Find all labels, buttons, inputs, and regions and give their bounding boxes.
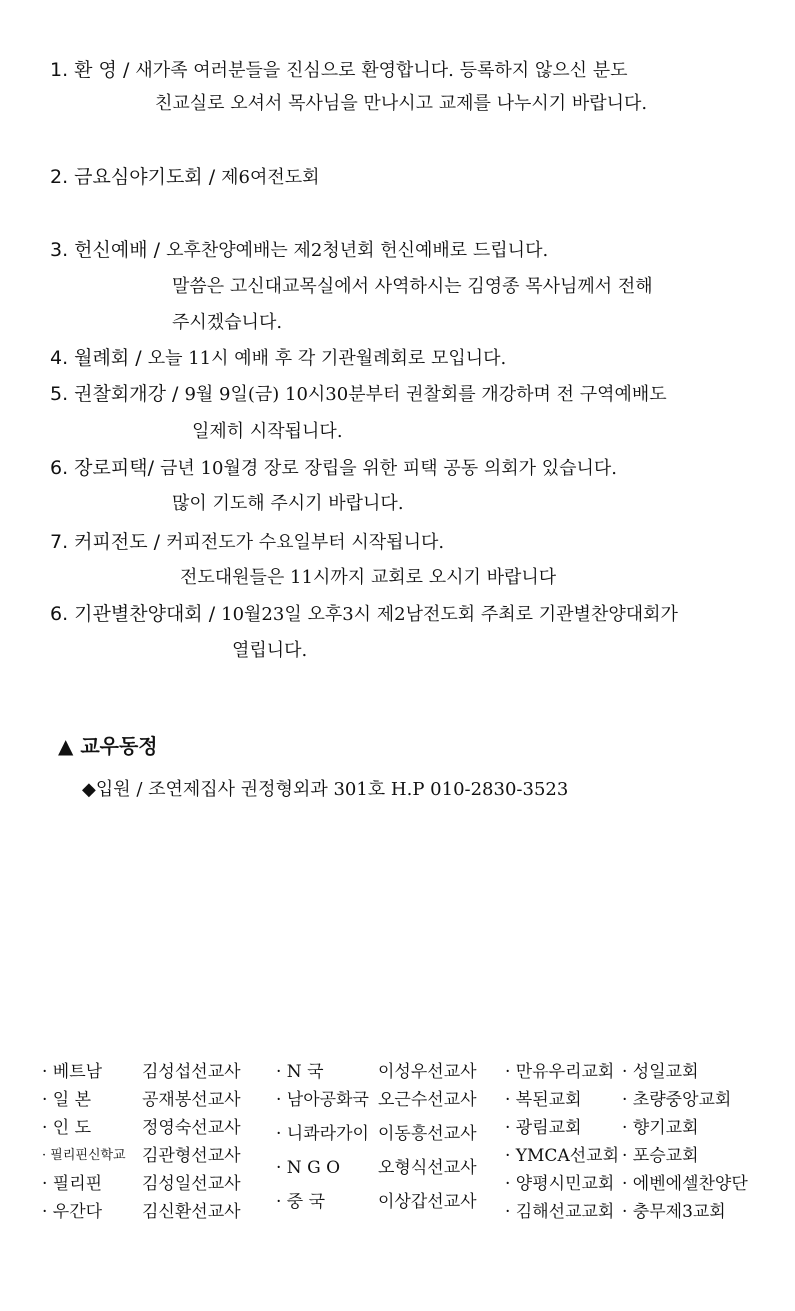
country-label: · 중 국 [276,1192,326,1212]
church-name: · 포승교회 [622,1146,699,1166]
church-column-b [622,1060,748,1228]
announcement-8-line-2: 열립니다. [232,640,308,661]
announcement-8: 6. 기관별찬양대회 / 10월23일 오후3시 제2남전도회 주최로 기관별찬양대회가 [50,603,678,625]
missionary-column-2 [378,1060,477,1218]
missionary-name: 김성일선교사 [142,1174,241,1194]
missionary-name: 오근수선교사 [378,1090,477,1110]
announcement-5: 5. 권찰회개강 / 9월 9일(금) 10시30분부터 권찰회를 개강하며 전 구역예배도 [50,383,667,405]
announcement-text: 10월23일 오후3시 제2남전도회 주최로 기관별찬양대회가 [221,604,678,625]
country-column [42,1060,126,1228]
church-name: · 향기교회 [622,1118,699,1138]
announcement-4: 4. 월례회 / 오늘 11시 예배 후 각 기관월례회로 모입니다. [50,347,507,369]
announcement-text: 오늘 11시 예배 후 각 기관월례회로 모입니다. [147,348,507,369]
country-label: · 남아공화국 [276,1090,369,1110]
country-label: · 인 도 [42,1118,92,1138]
announcement-3-line-3: 주시겠습니다. [172,312,283,333]
missionary-name: 이성우선교사 [378,1062,477,1082]
announcement-7-line-2: 전도대원들은 11시까지 교회로 오시기 바랍니다 [180,567,557,588]
announcement-title: 6. 기관별찬양대회 [50,603,203,625]
church-name: · YMCA선교회 [505,1146,619,1166]
country-label: · N G O [276,1158,341,1178]
announcement-text: 커피전도가 수요일부터 시작됩니다. [166,532,445,553]
country-label: · 우간다 [42,1202,103,1222]
announcement-2: 2. 금요심야기도회 / 제6여전도회 [50,166,320,188]
church-name: · 광림교회 [505,1118,582,1138]
country-label: · 필리핀 [42,1174,103,1194]
church-name: · 초량중앙교회 [622,1090,732,1110]
announcement-text: 9월 9일(금) 10시30분부터 권찰회를 개강하며 전 구역예배도 [184,384,667,405]
announcement-6-line-2: 많이 기도해 주시기 바랍니다. [172,493,404,514]
missionary-name: 이동흥선교사 [378,1124,477,1144]
announcement-1: 1. 환 영 / 새가족 여러분들을 진심으로 환영합니다. 등록하지 않으신 분도 [50,59,628,81]
announcement-title: 5. 권찰회개강 [50,383,166,405]
news-heading: ▲ 교우동정 [58,734,158,758]
announcement-title: 6. 장로피택 [50,457,148,479]
news-item: ◆입원 / 조연제집사 권정형외과 301호 H.P 010-2830-3523 [82,779,569,800]
church-name: · 김해선교교회 [505,1202,615,1222]
country-label: · 베트남 [42,1062,103,1082]
missionary-name: 김신환선교사 [142,1202,241,1222]
missionary-name: 오형식선교사 [378,1158,477,1178]
missionary-name: 정영숙선교사 [142,1118,241,1138]
announcement-title: 7. 커피전도 [50,531,148,553]
announcement-text: 제6여전도회 [221,167,320,188]
missionary-name: 김성섭선교사 [142,1062,241,1082]
church-name: · 양평시민교회 [505,1174,615,1194]
announcement-3-line-2: 말씀은 고신대교목실에서 사역하시는 김영종 목사님께서 전해 [172,276,653,297]
church-name: · 충무제3교회 [622,1202,726,1222]
announcement-title: 1. 환 영 [50,59,117,81]
missionary-name: 공재봉선교사 [142,1090,241,1110]
church-name: · 만유우리교회 [505,1062,615,1082]
missionary-name: 이상갑선교사 [378,1192,477,1212]
country-label: · 일 본 [42,1090,92,1110]
church-column-a [505,1060,619,1228]
church-name: · 성일교회 [622,1062,699,1082]
announcement-text: 금년 10월경 장로 장립을 위한 피택 공동 의회가 있습니다. [160,458,617,479]
country-label: · N 국 [276,1062,324,1082]
announcement-text: 오후찬양예배는 제2청년회 헌신예배로 드립니다. [166,240,549,261]
church-name: · 복된교회 [505,1090,582,1110]
announcement-title: 4. 월례회 [50,347,130,369]
announcement-3: 3. 헌신예배 / 오후찬양예배는 제2청년회 헌신예배로 드립니다. [50,239,549,261]
announcement-1-line-2: 친교실로 오셔서 목사님을 만나시고 교제를 나누시기 바랍니다. [155,93,648,114]
missionary-column [142,1060,241,1228]
announcement-6: 6. 장로피택/ 금년 10월경 장로 장립을 위한 피택 공동 의회가 있습니다. [50,457,617,479]
announcement-7: 7. 커피전도 / 커피전도가 수요일부터 시작됩니다. [50,531,445,553]
country-column-2 [276,1060,369,1218]
announcement-5-line-2: 일제히 시작됩니다. [192,421,343,442]
missionary-name: 김관형선교사 [142,1146,241,1166]
announcement-title: 3. 헌신예배 [50,239,148,261]
church-name: · 에벤에셀찬양단 [622,1174,748,1194]
announcement-text: 새가족 여러분들을 진심으로 환영합니다. 등록하지 않으신 분도 [135,60,628,81]
country-label: · 니콰라가이 [276,1124,369,1144]
country-label: · 필리핀신학교 [42,1148,126,1163]
announcement-title: 2. 금요심야기도회 [50,166,203,188]
